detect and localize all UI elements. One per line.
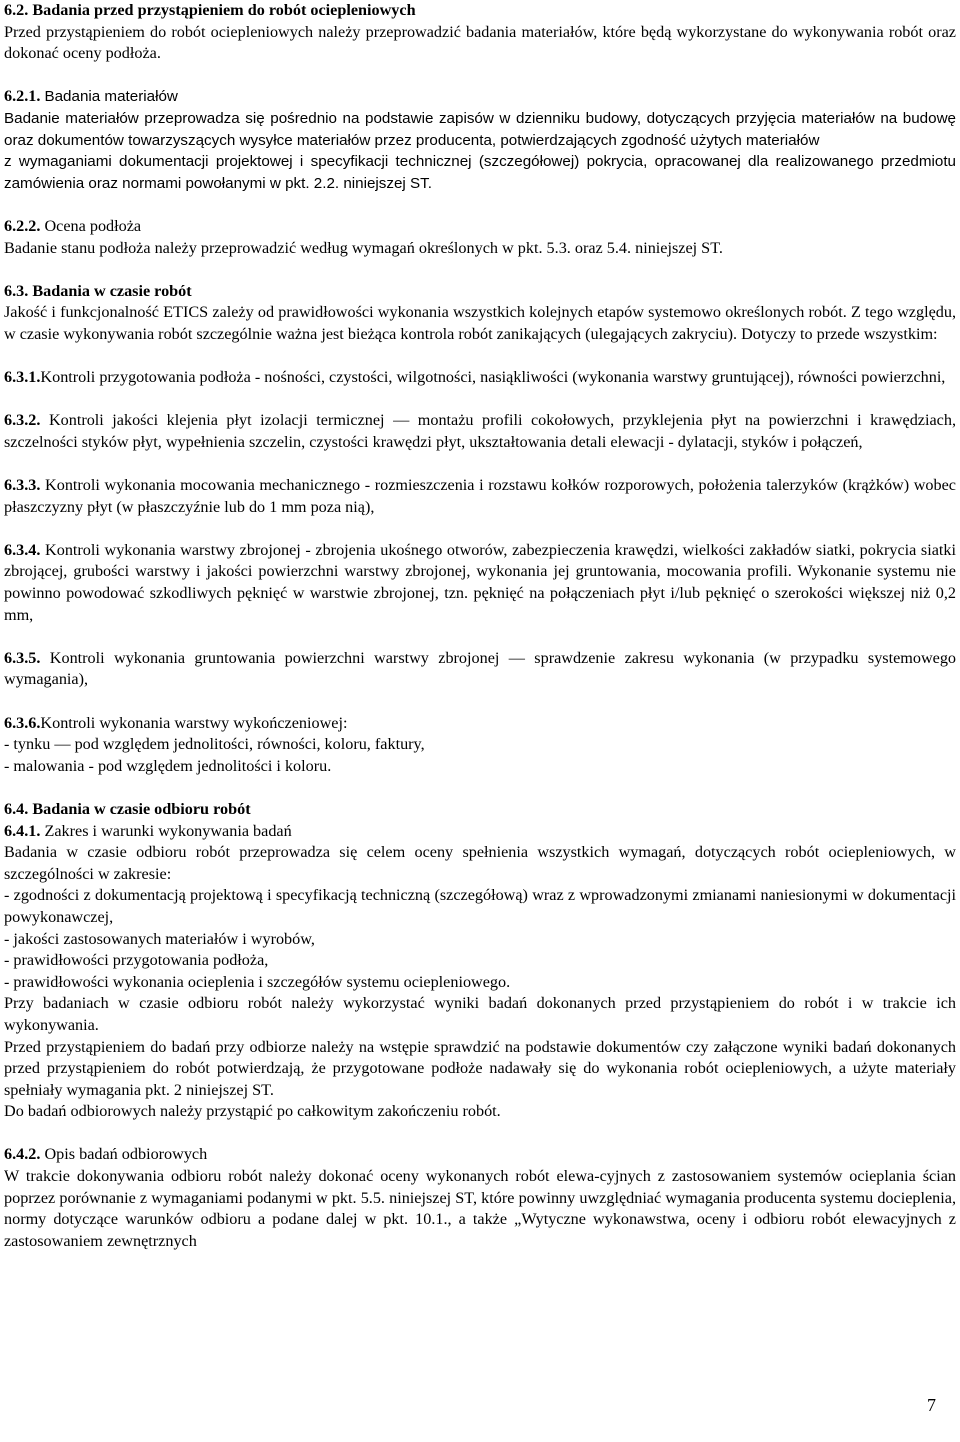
document-page: [4, 0, 956, 1252]
section-6-4-1-list: [4, 885, 956, 993]
section-6-3-1: 6.3.1.Kontroli przygotowania podłoża - nośności, czystości, wilgotności, nasiąkliwości (wykonania warstwy gruntującej), równości powierzchni,: [4, 368, 946, 387]
list-item: - tynku — pod względem jednolitości, równości, koloru, faktury,: [4, 735, 425, 754]
page-number: 7: [927, 1395, 936, 1415]
section-6-3-6: 6.3.6.Kontroli wykonania warstwy wykończeniowej: - tynku — pod względem jednolitości, równości, koloru, faktury, - malowania - pod względem jednolitości i koloru.: [4, 713, 956, 778]
section-6-3: 6.3. Badania w czasie robót: [4, 281, 192, 300]
section-6-2-1-text2: z wymaganiami dokumentacji projektowej i specyfikacji technicznej (szczegółowej) pokrycia, opracowanej dla realizowanego przedmiotu zamówienia oraz normami powołanymi w pkt. 2.2. niniejszej ST.: [4, 153, 956, 192]
section-6-3-5: 6.3.5. Kontroli wykonania gruntowania powierzchni warstwy zbrojonej — sprawdzenie zakresu wykonania (w przypadku systemowego wymagania),: [4, 648, 957, 689]
section-6-3-text: Jakość i funkcjonalność ETICS zależy od prawidłowości wykonania wszystkich kolejnych etapów systemowo określonych robót. Z tego względu, w czasie wykonywania robót szczególnie ważna jest bieżąca kontrola robót zanikających (ulegających zakryciu). Dotyczy to przede wszystkim:: [4, 303, 956, 343]
section-6-3-3: 6.3.3. Kontroli wykonania mocowania mechanicznego - rozmieszczenia i rozstawu kołków rozporowych, położenia talerzyków (krążków) wobec płaszczyzny płyt (w płaszczyźnie lub do 1 mm poza nią),: [4, 476, 956, 516]
section-6-4-1-p2: Przed przystąpieniem do badań przy odbiorze należy na wstępie sprawdzić na podstawie dokumentów czy załączone wyniki badań dokonanych przed przystąpieniem do robót potwierdzają, że przygotowane podłoże nadawały się do wykonania robót ociepleniowych, a użyte materiały spełniały wymagania pkt. 2 niniejszej ST.: [4, 1037, 956, 1099]
section-6-4-1-p1: Przy badaniach w czasie odbioru robót należy wykorzystać wyniki badań dokonanych przed przystąpieniem do robót i w trakcie ich wykonywania.: [4, 994, 956, 1034]
section-6-2-text: Przed przystąpieniem do robót ociepleniowych należy przeprowadzić badania materiałów, które będą wykorzystane do wykonywania robót oraz dokonać oceny podłoża.: [4, 22, 956, 63]
section-6-4-1-p3: Do badań odbiorowych należy przystąpić po całkowitym zakończeniu robót.: [4, 1102, 501, 1121]
list-item: - malowania - pod względem jednolitości i koloru.: [4, 756, 332, 775]
section-6-4-heading: 6.4. Badania w czasie odbioru robót: [4, 799, 251, 818]
section-6-2-1: 6.2.1. Badania materiałów: [4, 87, 178, 106]
section-6-4-1: 6.4.1. Zakres i warunki wykonywania badań: [4, 821, 292, 840]
section-6-3-2: 6.3.2. Kontroli jakości klejenia płyt izolacji termicznej — montażu profili cokołowych, przyklejenia płyt na powierzchni i krawędziach, szczelności styków płyt, wypełnienia szczelin, czystości krawędzi płyt, ukształtowania detali elewacji - dylatacji, styków i połączeń,: [4, 411, 956, 451]
section-6-4-2: 6.4.2. Opis badań odbiorowych: [4, 1145, 208, 1164]
section-6-4-1-intro: Badania w czasie odbioru robót przeprowadza się celem oceny spełnienia wszystkich wymagań, dotyczących robót ociepleniowych, w szczególności w zakresie:: [4, 843, 956, 883]
section-6-3-4: 6.3.4. Kontroli wykonania warstwy zbrojonej - zbrojenia ukośnego otworów, zabezpieczenia krawędzi, wielkości zakładów siatki, pokrycia siatki zbrojącej, grubości warstwy i jakości powierzchni warstwy zbrojonej, wykonania jej gruntowania, mocowania profili. Wykonanie systemu nie powinno powodować szkodliwych pęknięć w warstwie zbrojonej, tzn. pęknięć na połączeniach płyt i/lub pęknięć o szerokości większej niż 0,2 mm,: [4, 540, 956, 624]
section-6-4-2-text: W trakcie dokonywania odbioru robót należy dokonać oceny wykonanych robót elewa-cyjnych z zastosowaniem systemów ocieplania ścian poprzez porównanie z wymaganiami podanymi w pkt. 5.5. niniejszej ST, które powinny uwzględniać wymagania producenta systemu docieplenia, normy dotyczące warunków odbioru a podane dalej w pkt. 10.1., a także „Wytyczne wykonawstwa, oceny i odbioru robót elewacyjnych z zastosowaniem zewnętrznych: [4, 1167, 956, 1250]
list-item: - zgodności z dokumentacją projektową i specyfikacją techniczną (szczegółową) wraz z wprowadzonymi zmianami naniesionymi w dokumentacji powykonawczej,: [4, 886, 956, 926]
list-item: - prawidłowości przygotowania podłoża,: [4, 951, 269, 970]
section-6-2-heading: 6.2. Badania przed przystąpieniem do robót ociepleniowych: [4, 1, 416, 19]
section-6-2-2-text: Badanie stanu podłoża należy przeprowadzić według wymagań określonych w pkt. 5.3. oraz 5.4. niniejszej ST.: [4, 238, 723, 257]
section-6-2-1-text1: Badanie materiałów przeprowadza się pośrednio na podstawie zapisów w dzienniku budowy, dotyczących przyjęcia materiałów na budowę oraz dokumentów towarzyszących wysyłce materiałów przez producenta, potwierdzających zgodność użytych materiałów: [4, 109, 956, 149]
section-6-2-2: 6.2.2. Ocena podłoża: [4, 216, 142, 235]
list-item: - jakości zastosowanych materiałów i wyrobów,: [4, 929, 315, 948]
list-item: - prawidłowości wykonania ocieplenia i szczegółów systemu ociepleniowego.: [4, 972, 511, 991]
